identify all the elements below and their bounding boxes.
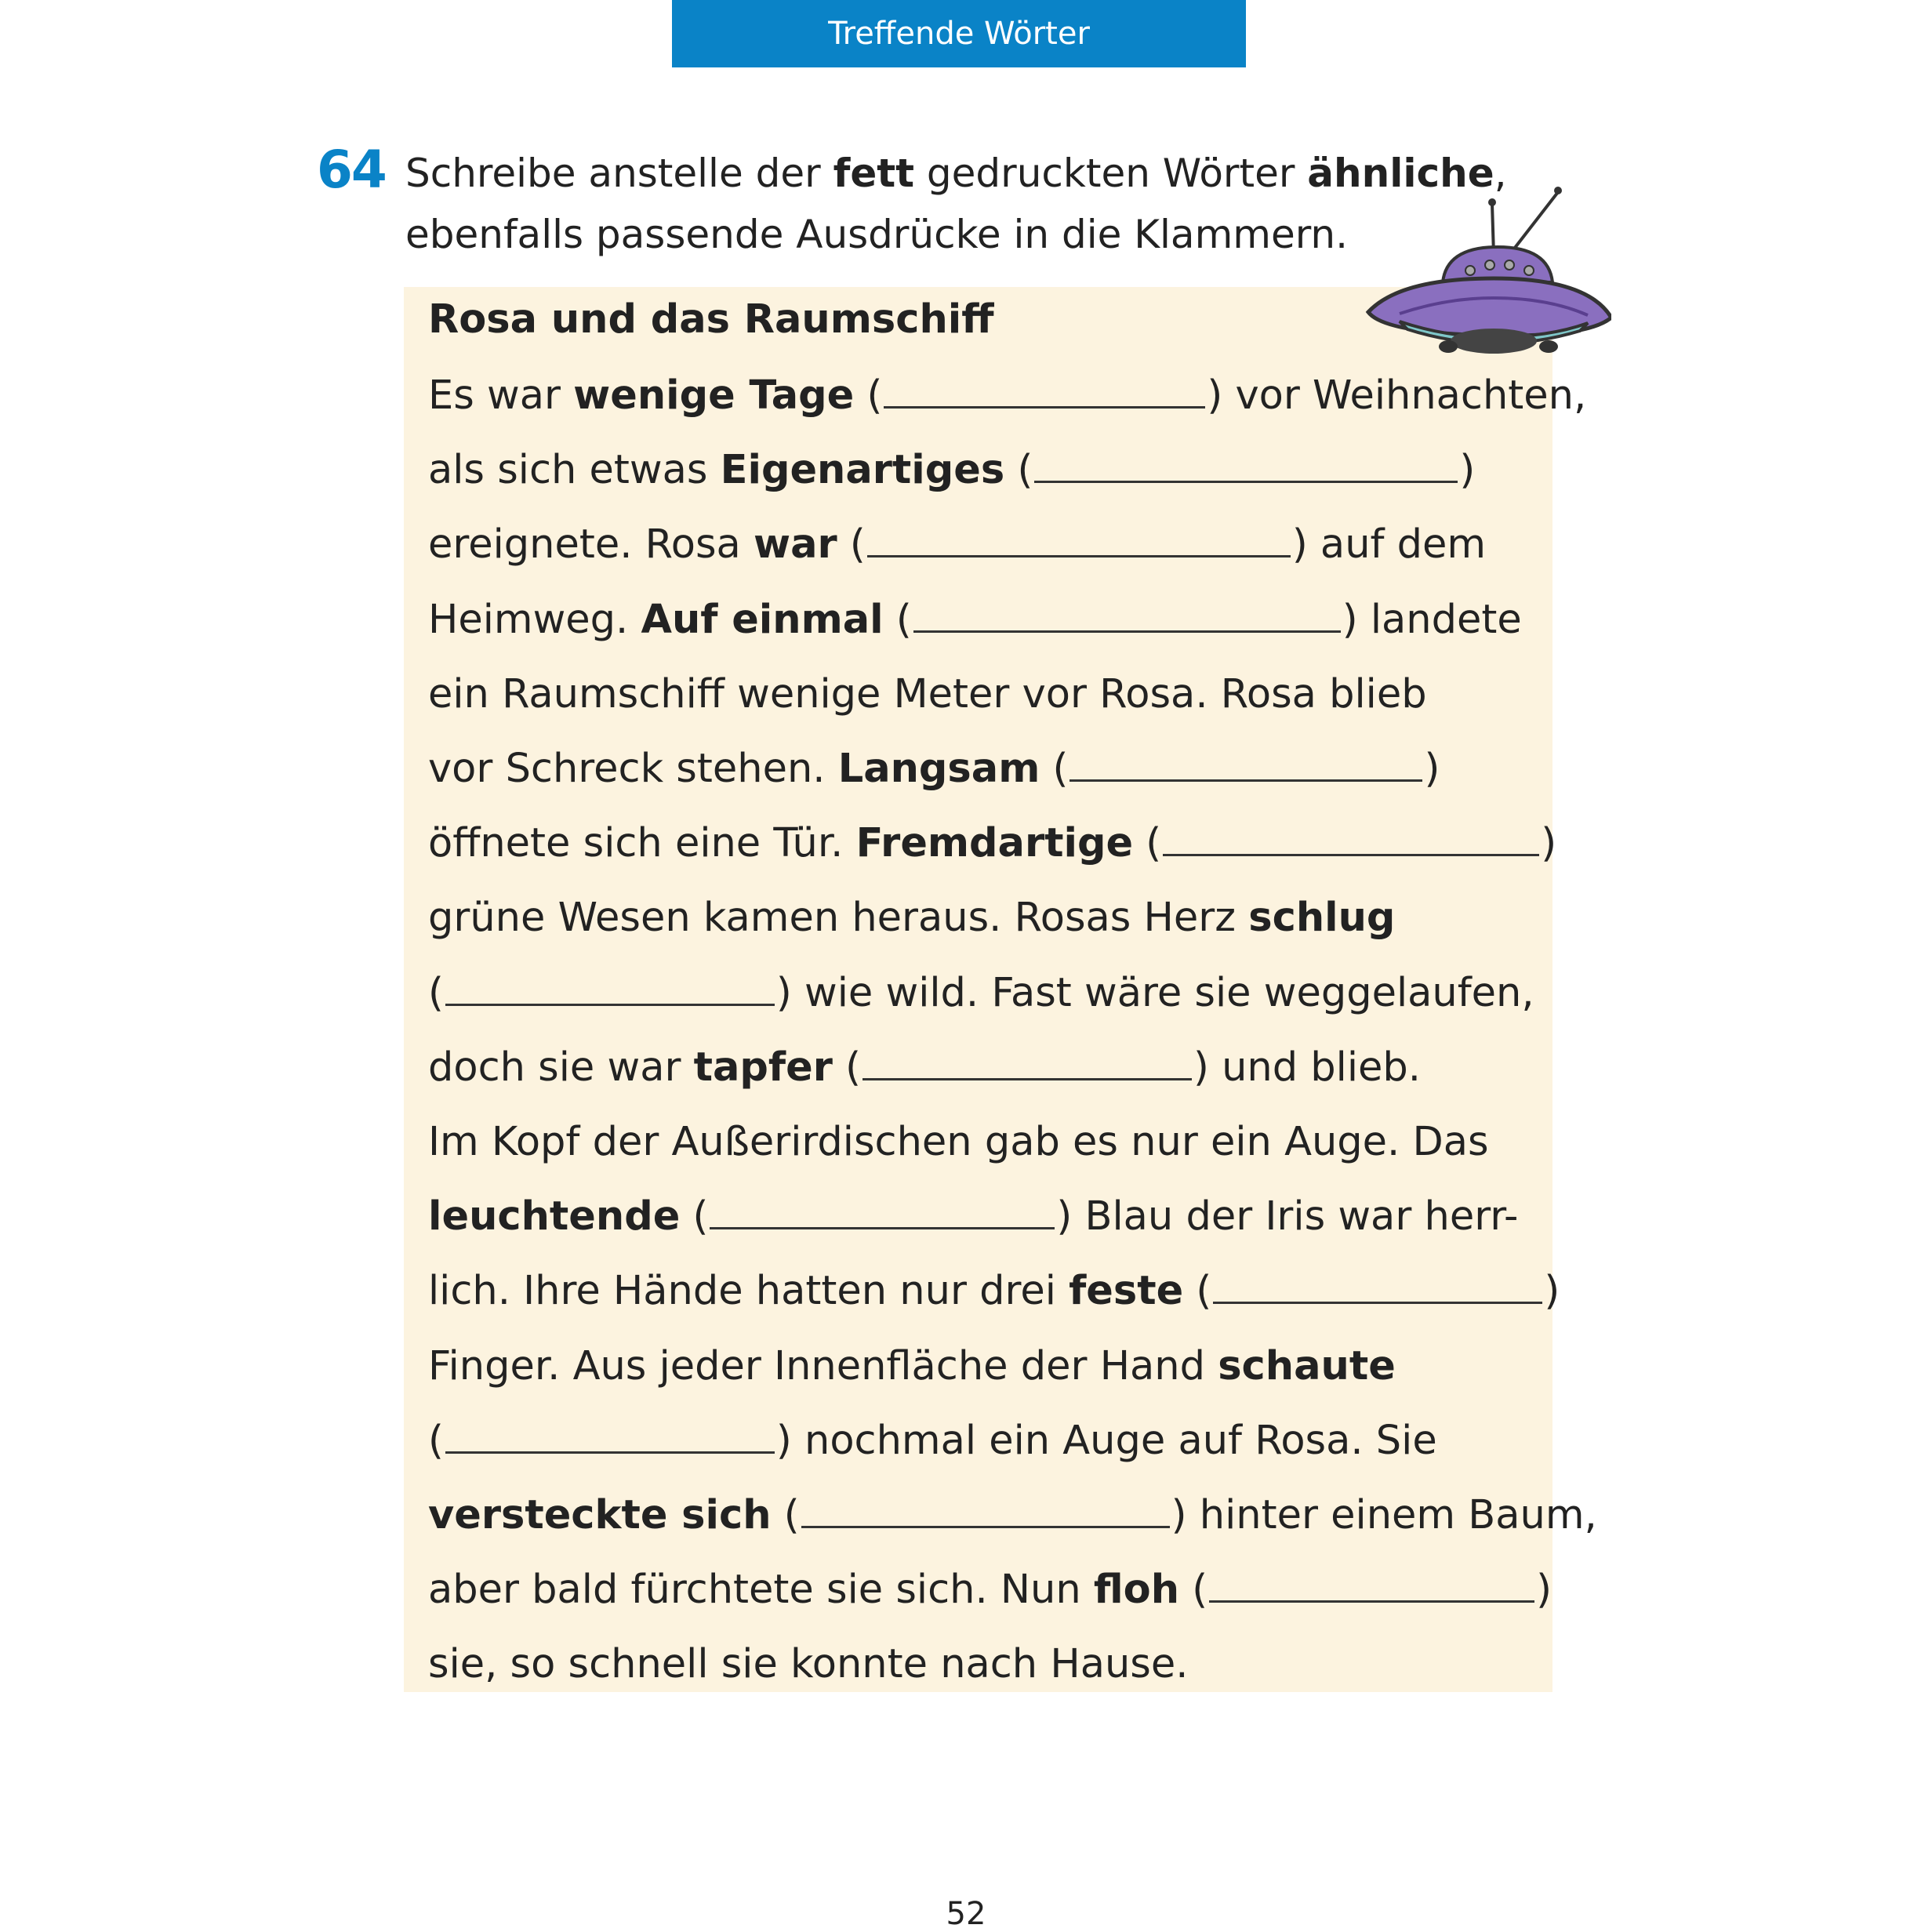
- story-text-segment: ) auf dem: [1291, 521, 1487, 568]
- story-line: [428, 595, 1522, 645]
- story-text-segment: Es war: [428, 372, 574, 419]
- task-number: 64: [317, 140, 386, 200]
- bold-target-word: schaute: [1218, 1342, 1396, 1389]
- story-text-segment: ): [1459, 447, 1476, 494]
- story-line: [428, 744, 1440, 794]
- story-text-segment: (: [1004, 447, 1033, 494]
- bold-target-word: leuchtende: [428, 1193, 681, 1240]
- answer-blank[interactable]: [884, 372, 1205, 409]
- bold-target-word: tapfer: [693, 1044, 833, 1091]
- story-line: [428, 1117, 1489, 1168]
- story-text-segment: (: [1040, 746, 1069, 792]
- bold-target-word: feste: [1069, 1268, 1184, 1315]
- story-line: [428, 819, 1556, 869]
- answer-blank[interactable]: [1209, 1566, 1534, 1603]
- answer-blank[interactable]: [445, 969, 775, 1006]
- story-line: [428, 520, 1486, 570]
- answer-blank[interactable]: [862, 1044, 1192, 1080]
- story-text-segment: grüne Wesen kamen heraus. Rosas Herz: [428, 895, 1249, 942]
- story-line: [428, 1565, 1552, 1615]
- story-line: [428, 445, 1475, 496]
- story-line: [428, 1491, 1597, 1541]
- page-number: 52: [946, 1896, 986, 1932]
- story-text-segment: als sich etwas: [428, 447, 721, 494]
- bold-target-word: Langsam: [837, 746, 1040, 792]
- story-text-segment: (: [771, 1492, 800, 1538]
- story-text-segment: (: [428, 1417, 444, 1464]
- story-text-segment: Heimweg.: [428, 596, 641, 643]
- instruction-bold-word: ähnliche: [1307, 151, 1494, 196]
- answer-blank[interactable]: [867, 521, 1291, 557]
- story-text-segment: ) landete: [1342, 596, 1522, 643]
- story-text-segment: ) Blau der Iris war herr-: [1056, 1193, 1519, 1240]
- instruction-text: Schreibe anstelle der: [405, 151, 833, 196]
- answer-blank[interactable]: [1034, 446, 1458, 483]
- story-line: [428, 1192, 1518, 1242]
- bold-target-word: versteckte sich: [428, 1492, 772, 1538]
- story-text-segment: ein Raumschiff wenige Meter vor Rosa. Rosa blieb: [428, 670, 1427, 717]
- story-text-segment: ): [1424, 746, 1440, 792]
- story-text-segment: (: [883, 596, 912, 643]
- story-line: [428, 1416, 1437, 1466]
- story-text-segment: Finger. Aus jeder Innenfläche der Hand: [428, 1342, 1218, 1389]
- story-text-segment: ): [1541, 820, 1557, 867]
- story-text-segment: (: [428, 969, 444, 1016]
- answer-blank[interactable]: [1213, 1267, 1542, 1304]
- story-text-segment: lich. Ihre Hände hatten nur drei: [428, 1268, 1070, 1315]
- bold-target-word: wenige Tage: [573, 372, 855, 419]
- story-text-segment: doch sie war: [428, 1044, 694, 1091]
- story-text-segment: (: [1133, 820, 1162, 867]
- story-text-segment: ) nochmal ein Auge auf Rosa. Sie: [775, 1417, 1437, 1464]
- answer-blank[interactable]: [1163, 819, 1539, 856]
- bold-target-word: floh: [1093, 1567, 1180, 1614]
- story-line: [428, 670, 1427, 720]
- instruction-bold-word: fett: [833, 151, 915, 196]
- section-title: Treffende Wörter: [828, 16, 1090, 52]
- answer-blank[interactable]: [1070, 745, 1422, 782]
- story-text-segment: (: [832, 1044, 861, 1091]
- story-line: [428, 371, 1586, 421]
- story-text-segment: (: [1183, 1268, 1212, 1315]
- story-text-segment: (: [1179, 1567, 1208, 1614]
- story-text-segment: (: [854, 372, 883, 419]
- answer-blank[interactable]: [710, 1193, 1055, 1229]
- answer-blank[interactable]: [913, 596, 1341, 633]
- story-title: Rosa und das Raumschiff: [428, 296, 994, 343]
- story-text-segment: Im Kopf der Außerirdischen gab es nur ein Auge. Das: [428, 1119, 1489, 1165]
- story-line: [428, 1043, 1421, 1093]
- story-text-segment: ): [1536, 1567, 1552, 1614]
- ufo-icon: [1353, 180, 1611, 369]
- story-line: [428, 893, 1395, 943]
- story-text-segment: vor Schreck stehen.: [428, 746, 838, 792]
- story-text-segment: ) vor Weihnachten,: [1207, 372, 1587, 419]
- instruction-text: gedruckten Wörter: [914, 151, 1308, 196]
- story-line: [428, 1342, 1396, 1392]
- bold-target-word: war: [754, 521, 837, 568]
- story-text-segment: ) wie wild. Fast wäre sie weggelaufen,: [775, 969, 1534, 1016]
- story-text-segment: (: [680, 1193, 709, 1240]
- story-line: [428, 1266, 1560, 1316]
- story-line: [428, 968, 1534, 1019]
- bold-target-word: Auf einmal: [641, 596, 884, 643]
- instruction-text: , ebenfalls passende Ausdrücke in die Klammern.: [405, 151, 1507, 257]
- answer-blank[interactable]: [445, 1417, 775, 1454]
- section-header: [672, 0, 1246, 67]
- story-line: [428, 1640, 1188, 1690]
- story-text-segment: ) hinter einem Baum,: [1171, 1492, 1597, 1538]
- story-text-segment: öffnete sich eine Tür.: [428, 820, 856, 867]
- story-text-segment: ereignete. Rosa: [428, 521, 754, 568]
- answer-blank[interactable]: [801, 1491, 1170, 1528]
- story-text-segment: aber bald fürchtete sie sich. Nun: [428, 1567, 1094, 1614]
- bold-target-word: Fremdartige: [855, 820, 1134, 867]
- story-text-segment: ) und blieb.: [1193, 1044, 1421, 1091]
- story-text-segment: sie, so schnell sie konnte nach Hause.: [428, 1641, 1189, 1688]
- bold-target-word: Eigenartiges: [720, 447, 1005, 494]
- story-text-segment: ): [1544, 1268, 1560, 1315]
- bold-target-word: schlug: [1248, 895, 1396, 942]
- story-text-segment: (: [837, 521, 866, 568]
